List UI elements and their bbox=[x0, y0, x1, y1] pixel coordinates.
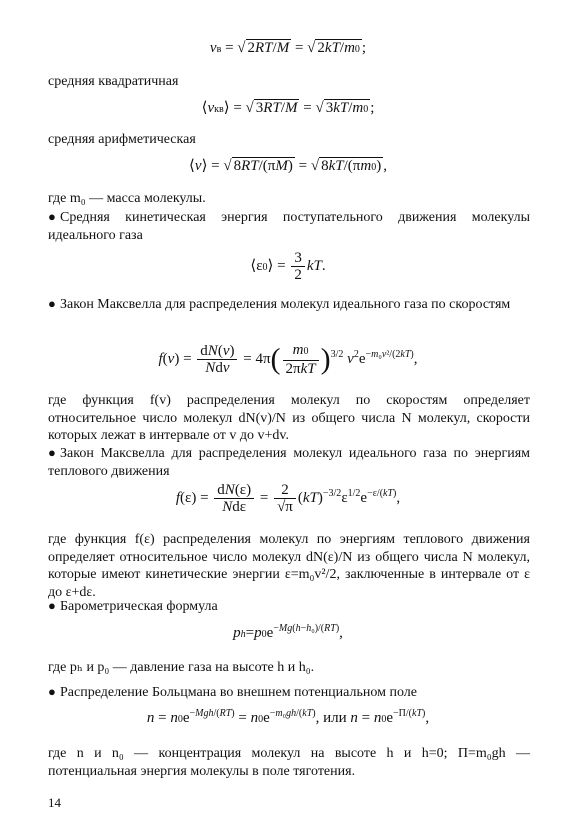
bullet-mean-kinetic-energy: ● Средняя кинетическая энергия поступательного движения молекулы идеального газа bbox=[48, 209, 530, 243]
paragraph-energy-function: где функция f(ε) распределения молекул по энергиям теплового движения определяет относительное число молекул dN(ε)/N из общего числа N молекул, которые имеют кинетические энергии ε=m₀v²/2, заключенные в интервале от ε до ε+dε. bbox=[48, 532, 530, 600]
bullet-icon: ● bbox=[48, 296, 56, 311]
page-number: 14 bbox=[48, 795, 61, 810]
bullet-maxwell-energy: ● Закон Максвелла для распределения молекул идеального газа по энергиям теплового движения bbox=[48, 445, 530, 479]
bullet-icon: ● bbox=[48, 684, 56, 699]
equation-rms-speed: ⟨vкв⟩ = √ 3RT/M = √ 3kT/m0 ; bbox=[201, 100, 375, 116]
equation-maxwell-speed: f(v) = $\frac{dN(v)}{\text{Ndv}}$ = 4π( $\frac{m0}{\text{2πkT}}$ )$^{3/2}$ $v^2e^{-m_0v^2/(2kT)}$, bbox=[158, 342, 418, 377]
bullet-boltzmann: ● Распределение Больцмана во внешнем потенциальном поле bbox=[48, 684, 417, 700]
equation-mean-speed: ⟨v⟩ = √ 8RT/(πM) = √ 8kT/(πm0) , bbox=[189, 158, 387, 174]
text-where-m0: где m₀ — масса молекулы. bbox=[48, 191, 206, 206]
label-mean-speed: средняя арифметическая bbox=[48, 132, 196, 147]
equation-maxwell-energy: f(ε) = $\frac{dN(\varepsilon)}{\text{Ndε}}$ = $\frac{2}{√\pi}$ $(kT)^{-3/2}\varepsilon^{1/2}e^{-\varepsilon/(kT)}$, bbox=[175, 482, 401, 515]
bullet-barometric: ● Барометрическая формула bbox=[48, 598, 218, 614]
equation-barometric: $ph=p0e^{-Mg(h-h_0)/(RT)}$, bbox=[233, 623, 343, 641]
paragraph-concentration: где n и n₀ — концентрация молекул на высоте h и h=0; Π=m₀gh — потенциальная энергия молекулы в поле тяготения. bbox=[48, 746, 530, 779]
bullet-maxwell-speed: ● Закон Максвелла для распределения молекул идеального газа по скоростям bbox=[48, 296, 511, 312]
equation-most-probable-speed: vв = √ 2RT/M = √ 2kT/m0 ; bbox=[209, 40, 367, 56]
bullet-icon: ● bbox=[48, 445, 56, 460]
equation-boltzmann: $n = n0e^{-Mgh/(RT)} = n0e^{-m_0gh/(kT)}$, или $n = n0e^{-\Pi/(kT)}$, bbox=[146, 708, 430, 726]
label-rms-speed: средняя квадратичная bbox=[48, 74, 179, 89]
text-where-pressure: где pₕ и p₀ — давление газа на высоте h и h₀. bbox=[48, 660, 315, 675]
bullet-icon: ● bbox=[48, 598, 56, 613]
bullet-icon: ● bbox=[48, 209, 56, 224]
paragraph-speed-function: где функция f(v) распределения молекул по скоростям определяет относительное число молекул dN(v)/N из общего числа N молекул, скорости которых лежат в интервале от v до v+dv. bbox=[48, 393, 530, 443]
equation-mean-energy: ⟨ε0⟩ = $\frac{3}{2}$ kT. bbox=[250, 250, 326, 283]
